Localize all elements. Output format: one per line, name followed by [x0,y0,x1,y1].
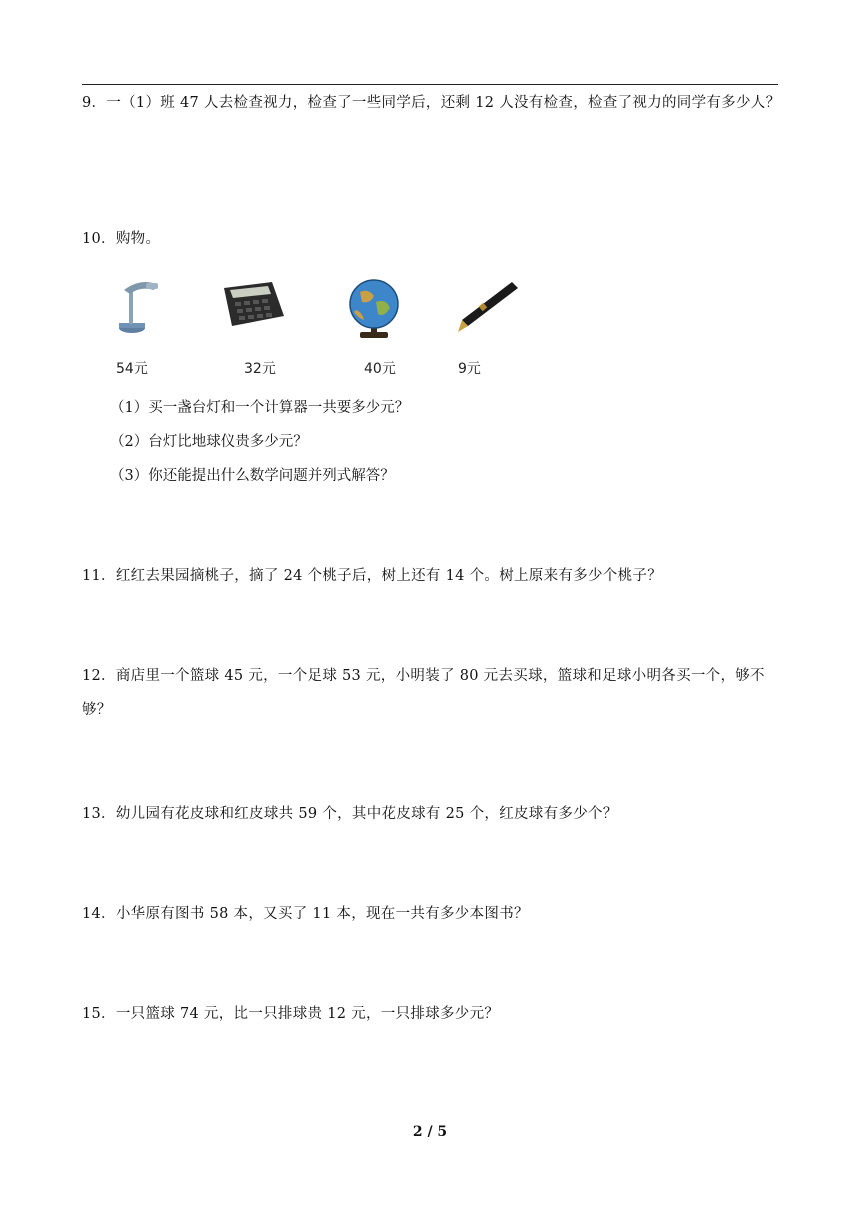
question-15 [82,997,782,1031]
question-14 [82,897,782,931]
question-10 [82,222,782,256]
header-rule [82,84,778,85]
question-12 [82,659,782,727]
question-number: 10． [82,231,116,247]
question-number: 12． [82,668,116,684]
question-9 [82,86,782,120]
page-number: 2 / 5 [412,1124,448,1140]
price-label: 9元 [458,361,481,377]
subquestion-3: （3）你还能提出什么数学问题并列式解答？ [110,468,395,484]
question-number: 13． [82,806,116,822]
question-text: 商店里一个篮球 45 元，一个足球 53 元，小明装了 80 元去买球，篮球和足球小明各买一个，够不够？ [82,668,765,718]
question-text: 幼儿园有花皮球和红皮球共 59 个，其中花皮球有 25 个，红皮球有多少个？ [115,806,618,822]
price-label: 32元 [244,361,276,377]
question-number: 15． [82,1006,116,1022]
question-13 [82,797,782,831]
question-text: 一（1）班 47 人去检查视力，检查了一些同学后，还剩 12 人没有检查，检查了视力的同学有多少人？ [106,95,781,111]
price-label: 40元 [364,361,396,377]
question-text: 红红去果园摘桃子，摘了 24 个桃子后，树上还有 14 个。树上原来有多少个桃子？ [115,568,662,584]
calculator-icon [218,276,286,336]
question-text: 购物。 [115,231,161,247]
globe-icon [342,276,406,346]
subquestion-2: （2）台灯比地球仪贵多少元？ [110,434,308,450]
question-number: 11． [82,568,116,584]
desk-lamp-icon [110,276,166,342]
pen-icon [454,276,522,340]
price-label: 54元 [116,361,148,377]
question-number: 14． [82,906,116,922]
question-text: 小华原有图书 58 本，又买了 11 本，现在一共有多少本图书？ [115,906,529,922]
question-number: 9． [82,95,107,111]
question-text: 一只篮球 74 元，比一只排球贵 12 元，一只排球多少元？ [115,1006,500,1022]
subquestion-1: （1）买一盏台灯和一个计算器一共要多少元？ [110,400,410,416]
question-11 [82,559,782,593]
